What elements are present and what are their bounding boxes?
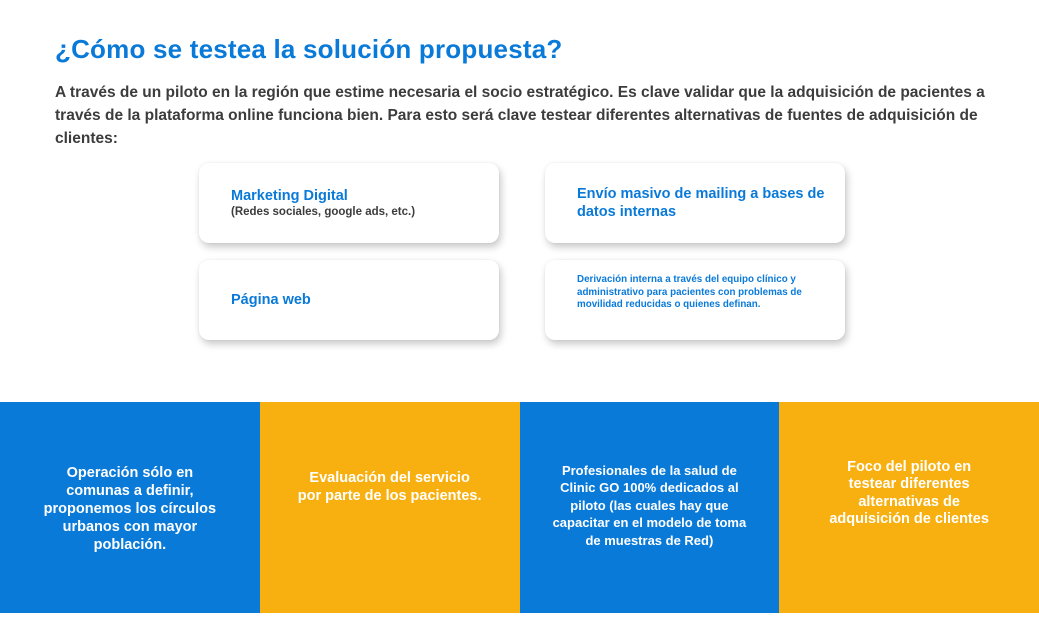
card-text: Derivación interna a través del equipo clínico y administrativo para pacientes con problemas de movilidad reducidas o quienes definan. (577, 274, 802, 311)
card-title: Envío masivo de mailing a bases de datos internas (577, 186, 825, 220)
band-foco-piloto (779, 402, 1039, 613)
band-text: Evaluación del servicio por parte de los pacientes. (297, 470, 482, 504)
band-text: Foco del piloto en testear diferentes alternativas de adquisición de clientes (829, 458, 989, 527)
card-marketing-digital (199, 163, 499, 243)
band-evaluacion (260, 402, 520, 613)
intro-paragraph: A través de un piloto en la región que estime necesaria el socio estratégico. Es clave validar que la adquisición de pacientes a través de la plataforma online funciona bien. Para esto será clave testear diferentes alternativas de fuentes de adquisición de clientes: (55, 84, 985, 147)
card-title: Marketing Digital (231, 188, 348, 204)
card-derivacion-interna (545, 260, 845, 340)
band-text: Profesionales de la salud de Clinic GO 100% dedicados al piloto (las cuales hay que capacitar en el modelo de toma de muestras de Red) (552, 462, 747, 548)
page-title: ¿Cómo se testea la solución propuesta? (55, 34, 563, 64)
band-text: Operación sólo en comunas a definir, proponemos los círculos urbanos con mayor población. (43, 464, 217, 553)
card-pagina-web (199, 260, 499, 340)
feature-bands (0, 402, 1039, 613)
band-operacion (0, 402, 260, 613)
band-profesionales (520, 402, 780, 613)
card-mailing (545, 163, 845, 243)
card-subtitle: (Redes sociales, google ads, etc.) (231, 206, 416, 218)
card-title: Página web (231, 292, 311, 308)
